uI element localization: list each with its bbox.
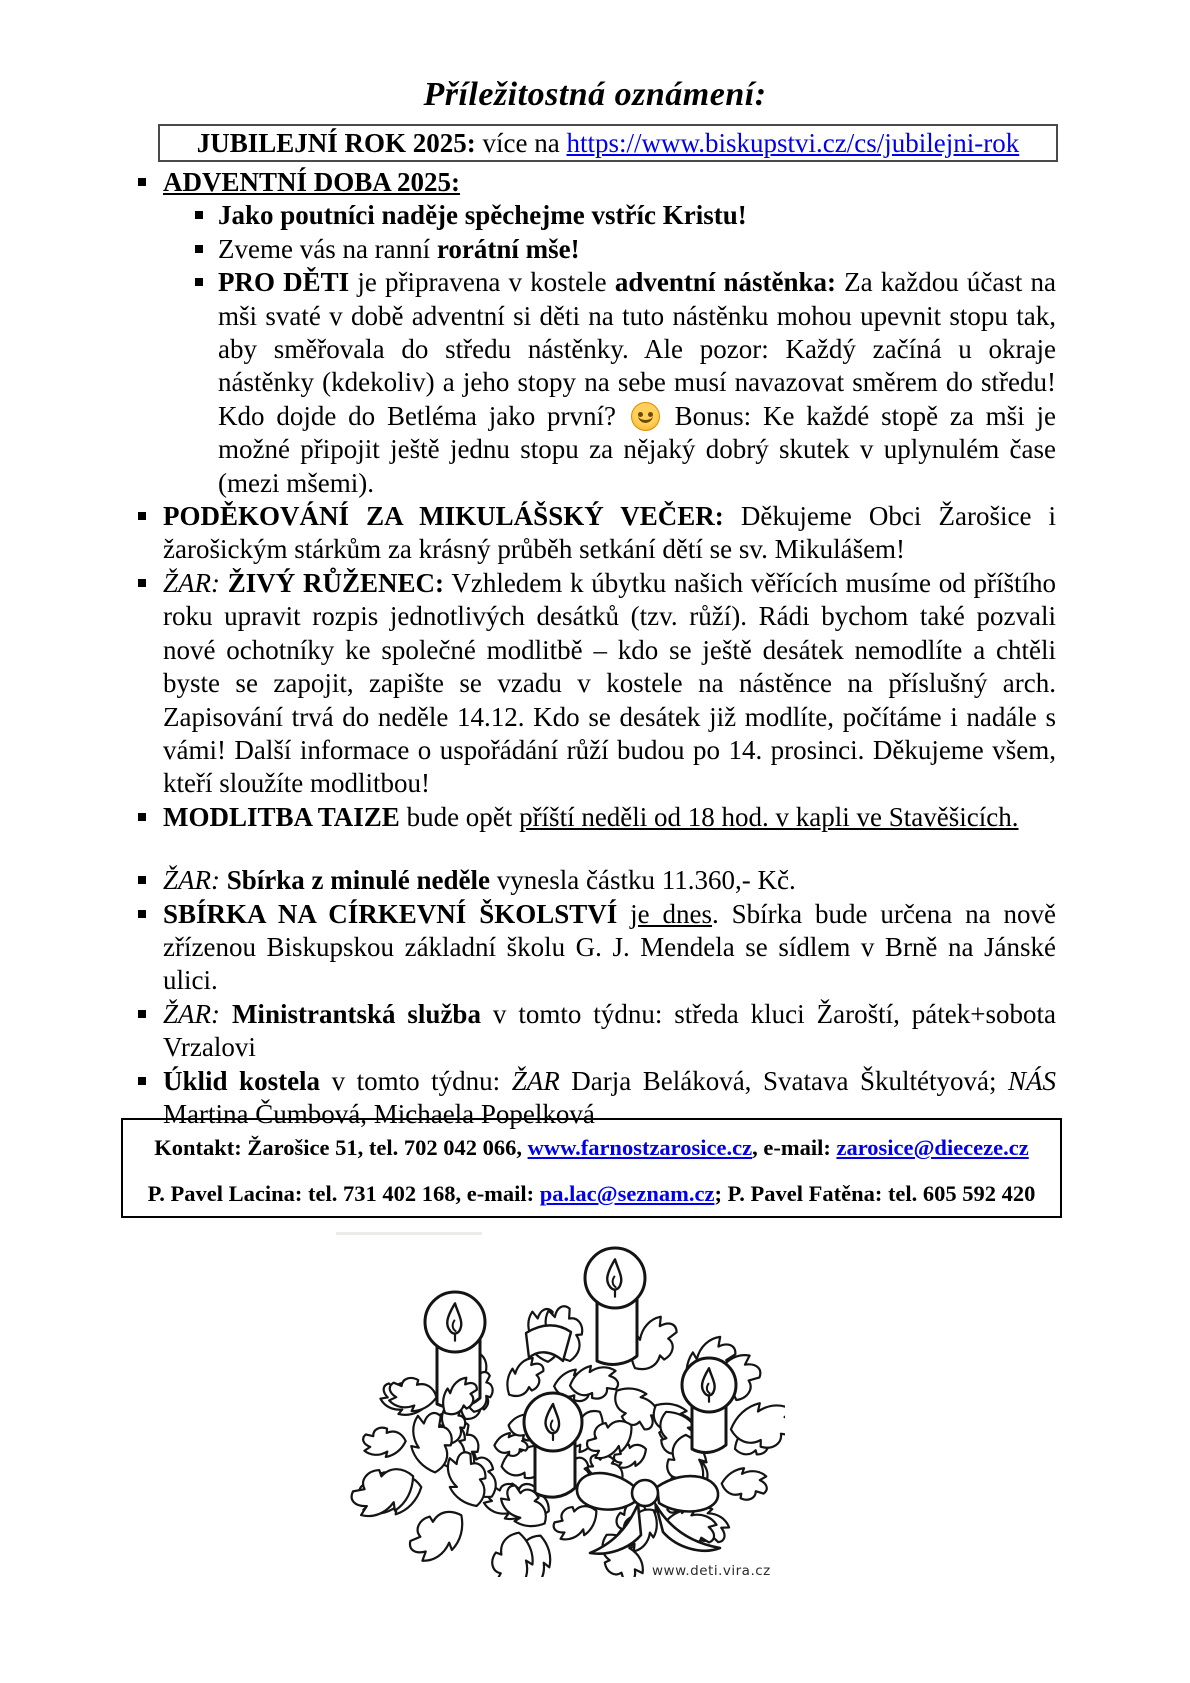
hyperlink[interactable]: https://www.biskupstvi.cz/cs/jubilejni-rok [566, 127, 1020, 158]
announcement-item [137, 864, 1056, 897]
text-run: Úklid kostela [163, 1065, 321, 1096]
text-run: Martina Čumbová, Michaela Popelková [163, 1098, 595, 1129]
announcement-text [163, 501, 1056, 564]
bullet-square-icon [138, 910, 146, 918]
text-run: adventní nástěnka: [614, 267, 837, 298]
announcement-text [218, 267, 1056, 497]
hyperlink[interactable]: pa.lac@seznam.cz [539, 1181, 715, 1206]
hyperlink[interactable]: www.farnostzarosice.cz [527, 1135, 753, 1160]
text-run: SBÍRKA NA CÍRKEVNÍ ŠKOLSTVÍ [163, 898, 618, 929]
text-run: P. Pavel Lacina: tel. 731 402 168, e-mail: [147, 1181, 540, 1206]
text-run: Jako poutníci naděje spěchejme vstříc Kristu! [218, 200, 747, 231]
bullet-square-icon [138, 512, 146, 520]
jubilee-text [197, 128, 1019, 159]
announcement-item [137, 801, 1056, 834]
text-run: PRO DĚTI [218, 267, 350, 298]
text-run: Ministrantská služba [231, 998, 481, 1029]
announcement-item [137, 266, 1056, 500]
bullet-square-icon [138, 1077, 146, 1085]
bullet-square-icon [195, 211, 203, 219]
announcement-text [163, 568, 1056, 798]
text-run: Darja Beláková, Svatava Škultétyová; [559, 1065, 1008, 1096]
text-run: Kontakt: Žarošice 51, tel. 702 042 066, [154, 1135, 528, 1160]
announcement-item [137, 998, 1056, 1065]
text-run: ŽAR: [163, 998, 220, 1029]
candle [585, 1248, 645, 1364]
text-run [617, 899, 630, 929]
text-run: ŽAR: [163, 865, 220, 896]
announcement-item [137, 233, 1056, 266]
announcement-text [163, 999, 1056, 1062]
announcement-text [163, 865, 796, 895]
bullet-square-icon [195, 245, 203, 253]
text-run: Zveme vás na ranní [218, 233, 437, 264]
text-run: Děkujeme Obci Žarošice i žarošickým stárkům za krásný průběh setkání dětí se sv. Mikulášem! [163, 501, 1056, 565]
text-run: více na [475, 127, 567, 158]
text-run: . Sbírka bude určena na nově zřízenou Biskupskou základní školu G. J. Mendela se sídlem v Brně na Jánské ulici. [163, 898, 1056, 996]
text-run: v tomto týdnu: [320, 1065, 512, 1096]
announcement-item [137, 898, 1056, 998]
text-run: v tomto týdnu: středa kluci Žaroští, pátek+sobota Vrzalovi [163, 998, 1056, 1063]
announcement-text [163, 167, 460, 197]
jubilee-box [158, 124, 1058, 162]
image-attribution: www.deti.vira.cz [652, 1563, 771, 1579]
text-run: bude opět [399, 801, 520, 832]
smiling-face-emoji [631, 402, 660, 431]
text-run: ŽIVÝ RŮŽENEC: [227, 567, 445, 598]
hyperlink[interactable]: zarosice@dieceze.cz [836, 1135, 1029, 1160]
advent-wreath-drawing [330, 1237, 785, 1577]
text-run: ŽAR [511, 1065, 560, 1096]
scan-artifact-line [336, 1232, 482, 1235]
announcement-text [218, 234, 580, 264]
announcement-text [218, 200, 747, 230]
text-run: příští neděli od 18 hod. v kapli ve Stavěšicích. [519, 801, 1019, 832]
text-run [220, 999, 232, 1029]
text-run [220, 865, 227, 895]
text-run: je dnes [630, 898, 712, 929]
announcement-item [137, 567, 1056, 801]
text-run: ; P. Pavel Fatěna: tel. 605 592 420 [714, 1181, 1036, 1206]
text-run: Vzhledem k úbytku našich věřících musíme od příštího roku upravit rozpis jednotlivých desátků (tzv. růží). Rádi bychom také pozvali nové ochotníky ke společné modlitbě – kdo se ještě desátek nemodlíte a chtěli byste se zapojit, zapište se vzadu v kostele na nástěnce na příslušný arch. Zapisování trvá do neděle 14.12. Kdo se desátek již modlíte, počítáme i nadále s vámi! Další informace o uspořádání růží budou po 14. prosinci. Děkujeme všem, kteří sloužíte modlitbou! [163, 567, 1057, 799]
text-run: ADVENTNÍ DOBA 2025: [163, 167, 461, 197]
text-run: vynesla částku 11.360,- Kč. [490, 865, 796, 896]
text-run: rorátní mše! [436, 233, 580, 264]
announcement-list [137, 166, 1056, 1131]
text-run: , e-mail: [752, 1135, 837, 1160]
bullet-square-icon [195, 278, 203, 286]
text-run: Za každou účast na mši svaté v době adventní si děti na tuto nástěnku mohou upevnit stopu tak, aby směřovala do středu nástěnky. Ale pozor: Každý začíná u okraje nástěnky (kdekoliv) a jeho stopy na sebe musí navazovat směrem do středu! Kdo dojde do Betléma jako první? [218, 267, 1057, 431]
bullet-square-icon [138, 579, 146, 587]
text-run: PODĚKOVÁNÍ ZA MIKULÁŠSKÝ VEČER: [163, 501, 724, 532]
announcement-item [137, 166, 1056, 199]
contact-line [123, 1135, 1060, 1161]
text-run: Sbírka z minulé neděle [226, 865, 491, 896]
announcement-text [163, 899, 1056, 996]
bullet-square-icon [138, 1010, 146, 1018]
announcement-item [137, 199, 1056, 232]
text-run [220, 568, 228, 598]
bullet-square-icon [138, 178, 146, 186]
contact-line [123, 1181, 1060, 1207]
text-run: MODLITBA TAIZE [163, 801, 400, 832]
text-run: ŽAR: [163, 567, 220, 598]
text-run: je připravena v kostele [349, 267, 615, 298]
text-run: Bonus: Ke každé stopě za mši je možné připojit ještě jednu stopu za nějaký dobrý skutek v uplynulém čase (mezi mšemi). [218, 400, 1056, 498]
bullet-square-icon [138, 813, 146, 821]
announcement-text [163, 802, 1018, 832]
announcement-item [137, 500, 1056, 567]
bullet-square-icon [138, 876, 146, 884]
contact-box [121, 1118, 1062, 1218]
page-title: Příležitostná oznámení: [423, 76, 767, 113]
text-run: NÁS [1007, 1065, 1056, 1096]
text-run: JUBILEJNÍ ROK 2025: [196, 127, 476, 158]
